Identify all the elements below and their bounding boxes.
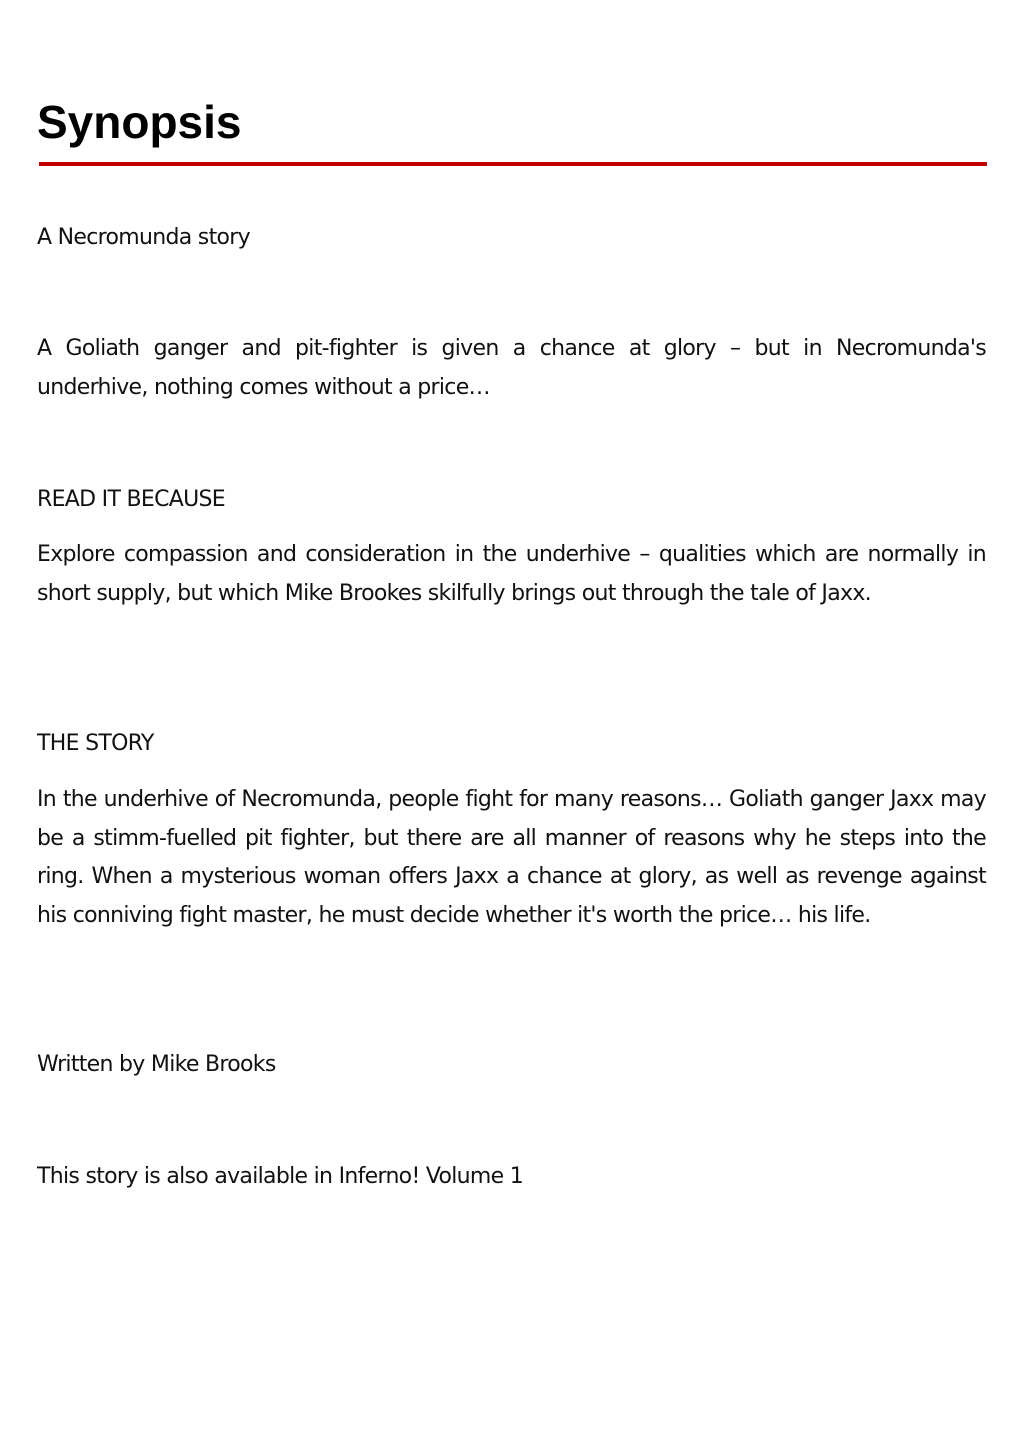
author-line: Written by Mike Brooks	[37, 1052, 276, 1077]
read-it-because-paragraph: Explore compassion and consideration in the underhive – qualities which are normally in short supply, but which Mike Brookes skilfully brings out through the tale of Jaxx.	[37, 542, 986, 606]
series-line: A Necromunda story	[37, 225, 250, 250]
document-page	[37, 0, 986, 1447]
title-underline-divider	[39, 162, 987, 166]
tagline-paragraph: A Goliath ganger and pit-fighter is given a chance at glory – but in Necromunda's underhive, nothing comes without a price…	[37, 336, 986, 400]
the-story-heading: THE STORY	[37, 731, 154, 756]
page-title: Synopsis	[37, 96, 242, 148]
availability-line: This story is also available in Inferno! Volume 1	[37, 1164, 524, 1189]
the-story-paragraph: In the underhive of Necromunda, people fight for many reasons… Goliath ganger Jaxx may be a stimm-fuelled pit fighter, but there are all manner of reasons why he steps into the ring. When a mysterious woman offers Jaxx a chance at glory, as well as revenge against his conniving fight master, he must decide whether it's worth the price… his life.	[37, 787, 986, 928]
read-it-because-heading: READ IT BECAUSE	[37, 487, 225, 512]
